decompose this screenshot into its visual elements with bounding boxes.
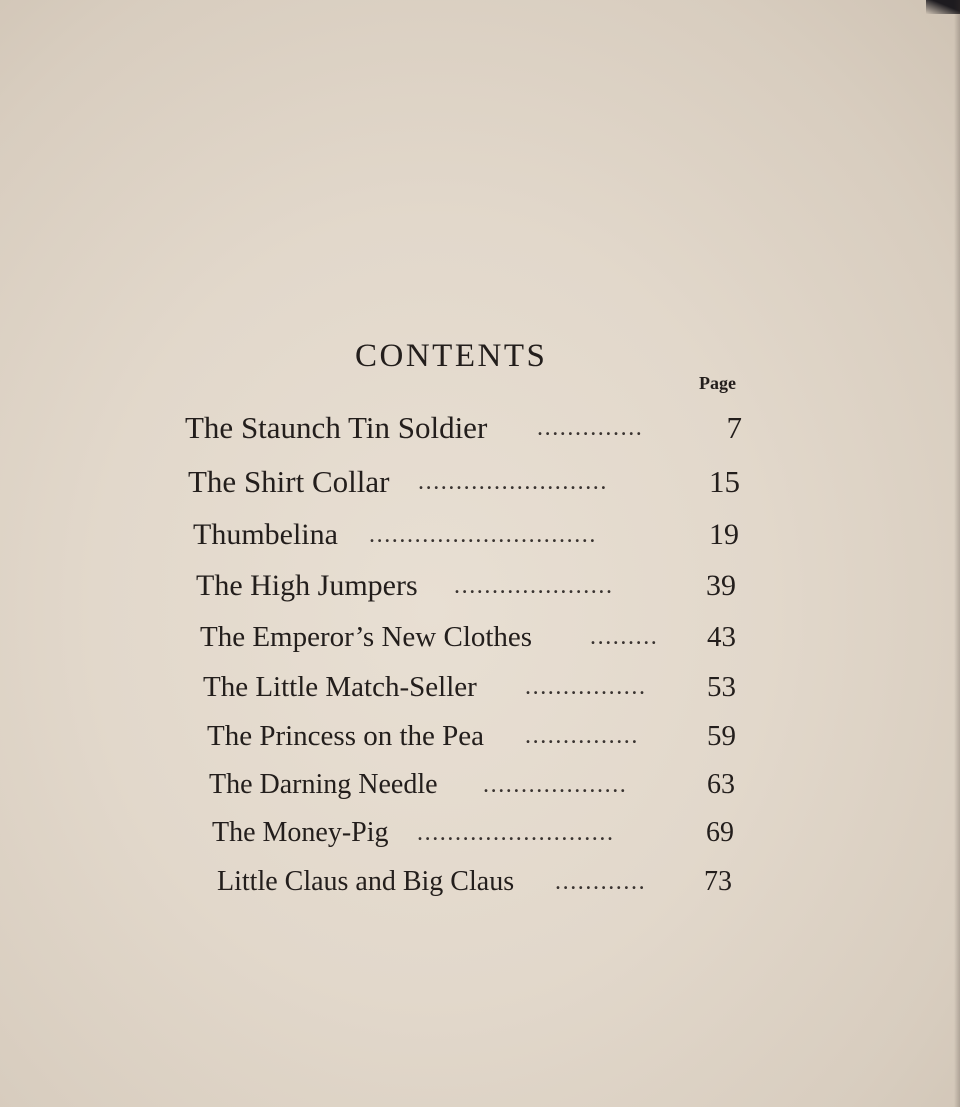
toc-entry-page: 19 <box>709 518 739 551</box>
toc-leader-dots: ............... <box>525 723 639 749</box>
contents-heading: CONTENTS <box>355 338 548 374</box>
toc-entry-page: 59 <box>707 720 736 752</box>
toc-entry <box>193 517 739 553</box>
toc-leader-dots: ......... <box>590 624 659 650</box>
page-edge-shadow <box>954 0 960 1107</box>
toc-entry-title: The Princess on the Pea <box>207 720 485 752</box>
toc-entry <box>212 815 734 851</box>
toc-entry-page: 43 <box>707 621 736 653</box>
toc-entry-title: The Shirt Collar <box>188 464 390 499</box>
toc-entry-title: The Money-Pig <box>212 817 389 848</box>
toc-entry-title: The High Jumpers <box>196 569 418 602</box>
toc-entry-title: Little Claus and Big Claus <box>217 866 515 897</box>
toc-entry-title: The Darning Needle <box>209 769 438 800</box>
toc-entry-title: The Emperor’s New Clothes <box>200 621 533 653</box>
toc-leader-dots: ......................... <box>418 469 608 495</box>
toc-leader-dots: ............ <box>555 869 647 895</box>
toc-leader-dots: .............. <box>537 415 644 441</box>
toc-entry-page: 73 <box>704 866 732 897</box>
toc-entry <box>185 410 742 446</box>
toc-entry-page: 69 <box>706 817 734 848</box>
toc-entry <box>196 568 736 604</box>
toc-entry <box>188 464 740 500</box>
toc-entry-page: 7 <box>726 410 742 445</box>
toc-entry <box>200 619 736 655</box>
page-column-label: Page <box>699 373 736 393</box>
toc-entry-title: The Little Match-Seller <box>203 671 477 703</box>
toc-leader-dots: ................... <box>483 772 628 798</box>
toc-entry <box>217 864 732 900</box>
toc-entry <box>209 767 735 803</box>
toc-leader-dots: .............................. <box>369 522 597 548</box>
toc-leader-dots: ................ <box>525 674 647 700</box>
toc-entry-page: 53 <box>707 671 736 703</box>
toc-entry-title: Thumbelina <box>193 518 338 551</box>
toc-entry-title: The Staunch Tin Soldier <box>185 410 488 445</box>
toc-entry-page: 15 <box>709 464 740 499</box>
toc-leader-dots: ..................... <box>454 573 614 599</box>
toc-entry-page: 39 <box>706 569 736 602</box>
toc-entry-page: 63 <box>707 769 735 800</box>
toc-entry <box>203 669 736 705</box>
toc-leader-dots: .......................... <box>417 820 615 846</box>
toc-entry <box>207 718 736 754</box>
